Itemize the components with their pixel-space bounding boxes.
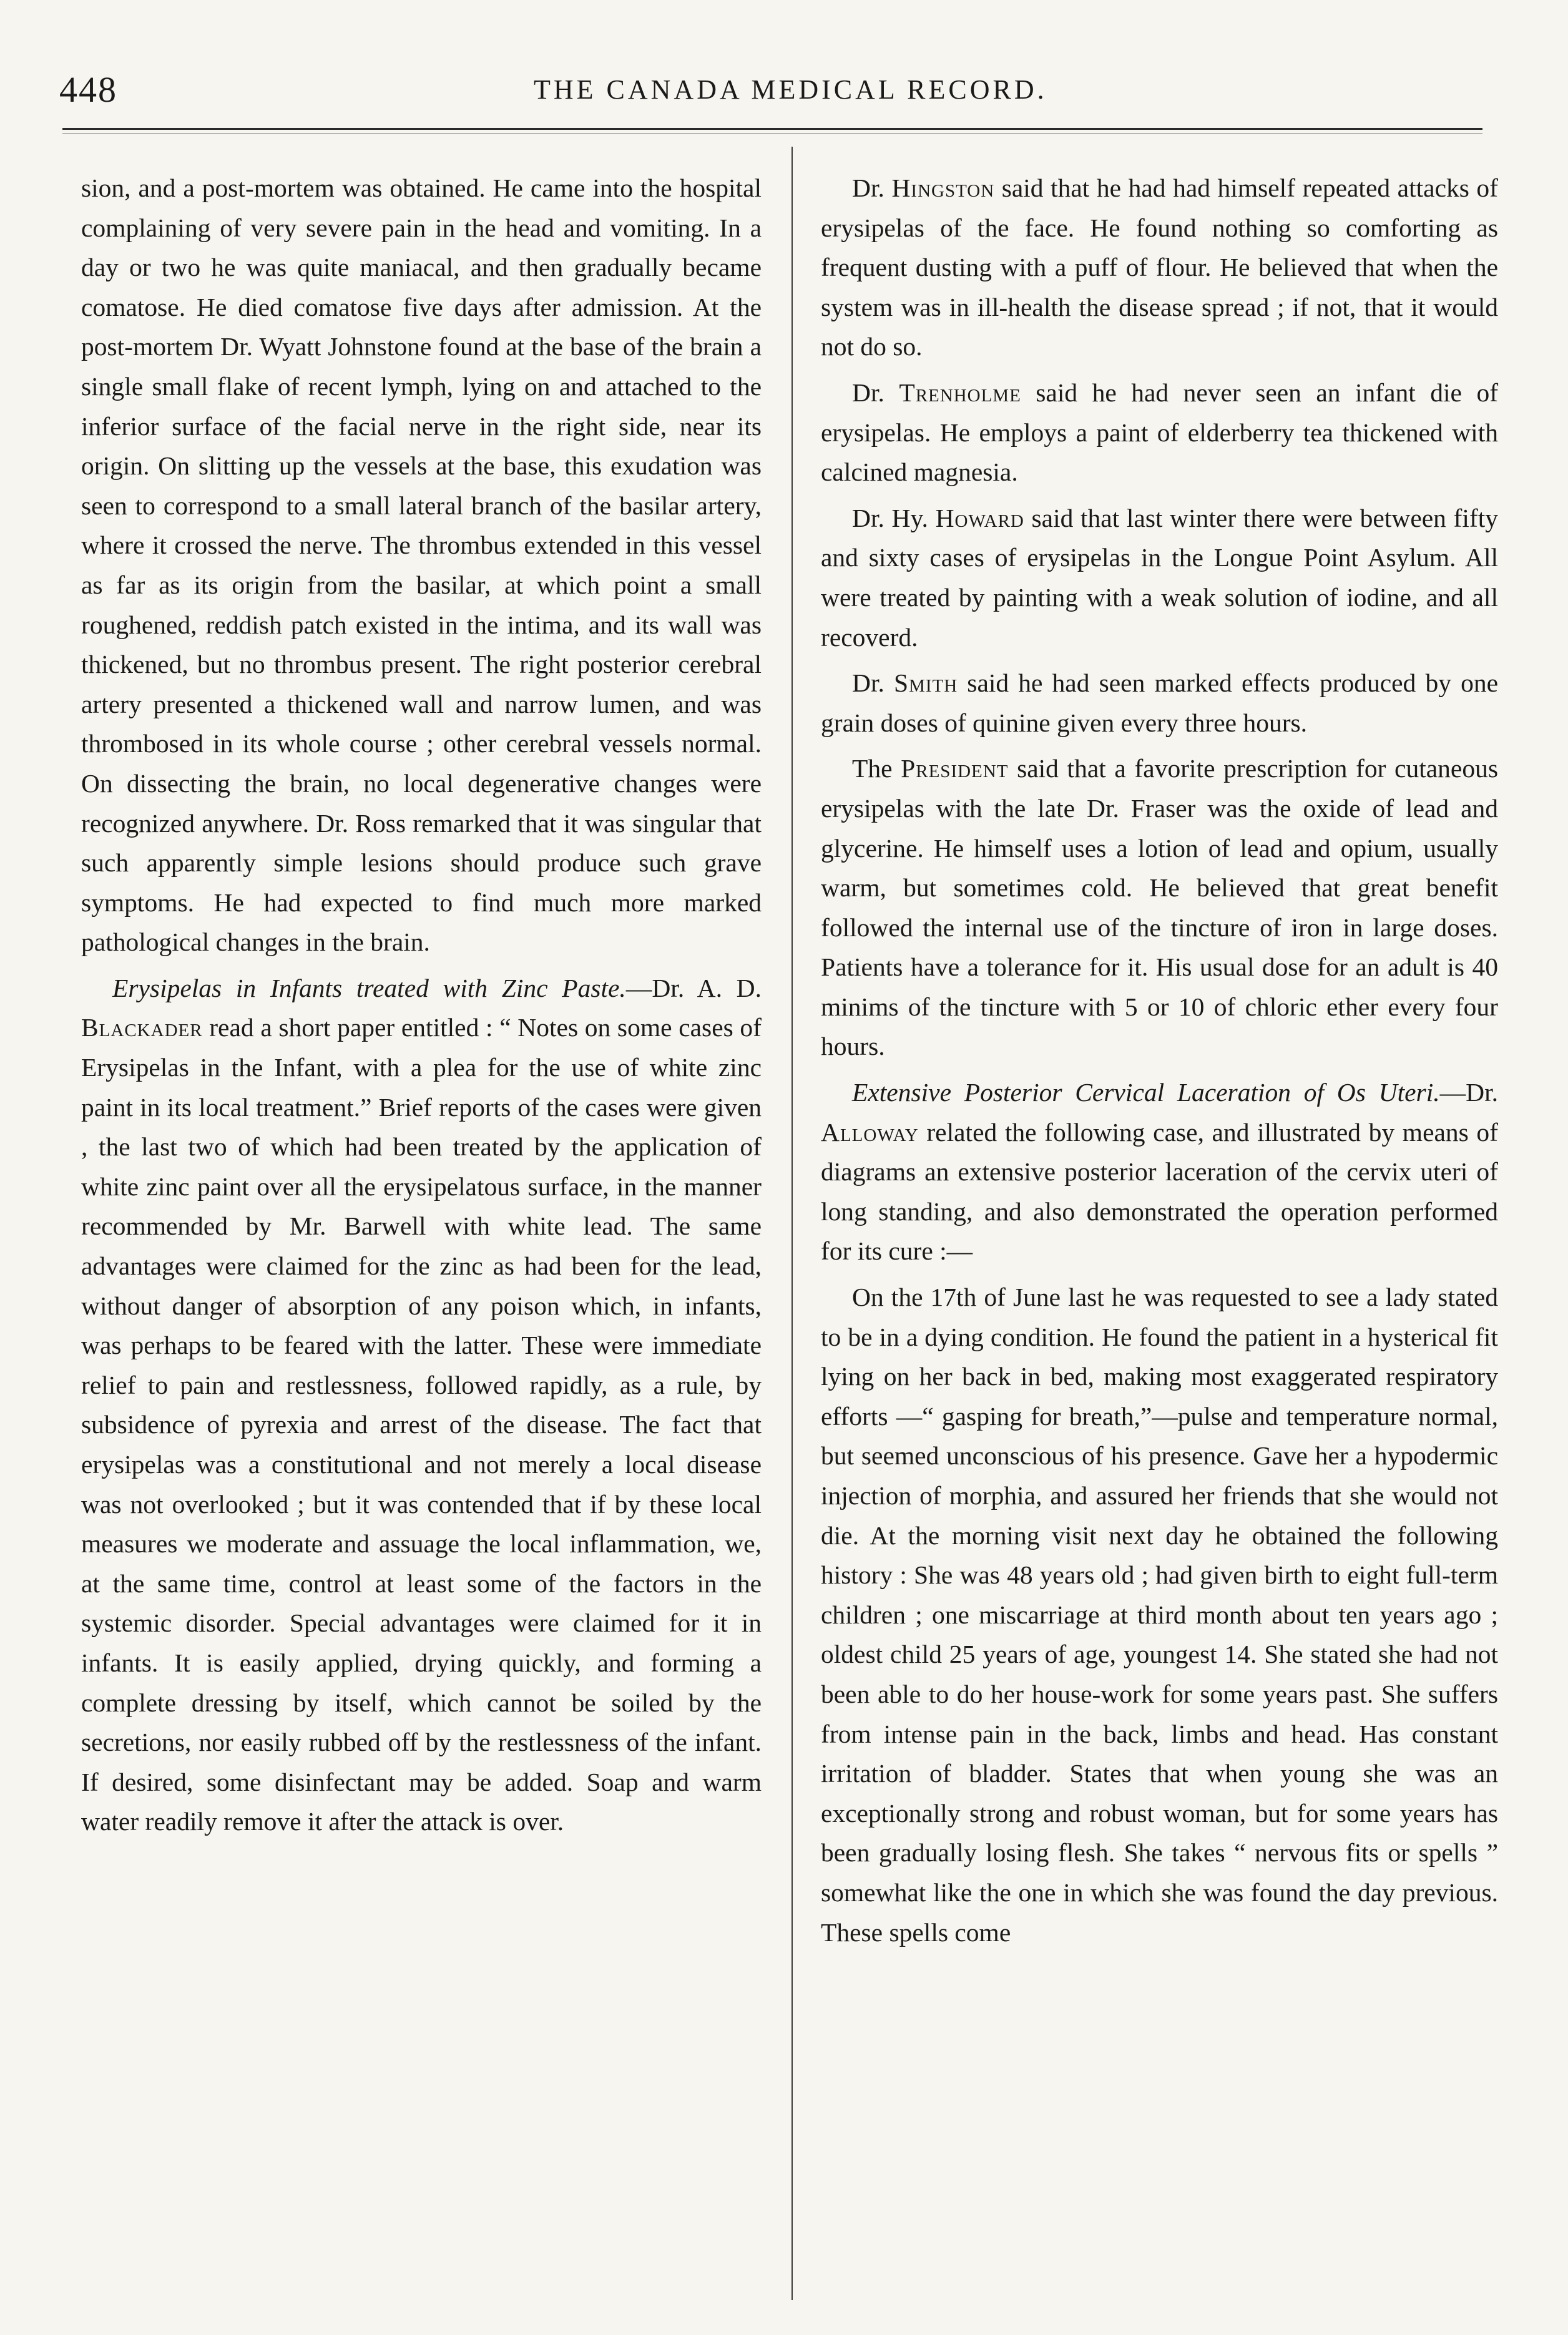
text-run: said that last winter there were between fifty and sixty cases of erysipelas in the Longue Point Asylum. All were treated by painting with a weak solution of iodine, and all recoverd. [821,503,1498,652]
running-head: THE CANADA MEDICAL RECORD. [534,74,1047,105]
header-rule [62,128,1482,134]
text-run: The [852,754,901,783]
speaker-name: Alloway [821,1117,919,1147]
speaker-name: Howard [935,503,1024,532]
president-paragraph [821,749,1498,1067]
page-header [59,69,1476,119]
howard-paragraph [821,499,1498,657]
left-column [81,169,762,1848]
page-number: 448 [59,69,117,110]
column-divider [791,147,793,2300]
alloway-paragraph [821,1073,1498,1271]
section-title: Erysipelas in Infants treated with Zinc Paste. [112,973,626,1002]
speaker-name: Hingston [891,174,995,202]
smith-paragraph [821,663,1498,743]
speaker-name: Smith [894,668,958,698]
speaker-name: President [901,754,1009,783]
text-run: Dr. [852,668,894,698]
text-run: related the following case, and illustrated by means of diagrams an extensive posterior laceration of the cervix uteri of long standing, and also demonstrated the operation performed for its cure :— [821,1117,1498,1266]
case-history-paragraph: On the 17th of June last he was requested to see a lady stated to be in a dying condition. He found the patient in a hysterical fit lying on her back in bed, making most exaggerated respiratory efforts —“ gasping for breath,”—pulse and temperature normal, but seemed unconscious of his presence. Gave her a hypodermic injection of morphia, and assured her friends that she would not die. At the morning visit next day he obtained the following history : She was 48 years old ; had given birth to eight full-term children ; one miscarriage at third month about ten years ago ; oldest child 25 years of age, youngest 14. She stated she had not been able to do her house-work for some years past. She suffers from intense pain in the back, limbs and head. Has constant irritation of bladder. States that when young she was an exceptionally strong and robust woman, but for some years has been gradually losing flesh. She takes “ nervous fits or spells ” somewhat like the one in which she was found the day previous. These spells come [821,1283,1498,1947]
hingston-paragraph [821,169,1498,367]
text-run: Dr. [852,378,899,407]
right-column [821,169,1498,1959]
section-title: Extensive Posterior Cervical Laceration of Os Uteri. [852,1078,1440,1107]
blackader-paper-paragraph [81,969,762,1842]
text-run: said he had seen marked effects produced by one grain doses of quinine given every three hours. [821,668,1499,737]
text-run: said that he had had himself repeated attacks of erysipelas of the face. He found nothing so comforting as frequent dusting with a puff of flour. He believed that when the system was in ill-health the disease spread ; if not, that it would not do so. [821,174,1499,361]
text-run: —Dr. [1439,1078,1498,1107]
trenholme-paragraph [821,373,1498,492]
text-run: read a short paper entitled : “ Notes on some cases of Erysipelas in the Infant, with a plea for the use of white zinc paint in its local treatment.” Brief reports of the cases were given , the last two of which had been treated by the application of white zinc paint over all the erysipelatous surface, in the manner recommended by Mr. Barwell with white lead. The same advantages were claimed for the zinc as had been for the lead, without danger of absorption of any poison which, in infants, was perhaps to be feared with the latter. These were immediate relief to pain and restlessness, followed rapidly, as a rule, by subsidence of pyrexia and arrest of the disease. The fact that erysipelas was a constitutional and not merely a local disease was not overlooked ; but it was contended that if by these local measures we moderate and assuage the local inflammation, we, at the same time, control at least some of the factors in the systemic disorder. Special advantages were claimed for it in infants. It is easily applied, drying quickly, and forming a complete dressing by itself, which cannot be soiled by the secretions, nor easily rubbed off by the restlessness of the infant. If desired, some disinfectant may be added. Soap and warm water readily remove it after the attack is over. [81,1013,762,1836]
text-run: said he had never seen an infant die of erysipelas. He employs a paint of elderberry tea thickened with calcined magnesia. [821,378,1499,487]
continued-paragraph: sion, and a post-mortem was obtained. He came into the hospital complaining of very severe pain in the head and vomiting. In a day or two he was quite maniacal, and then gradually became comatose. He died comatose five days after admission. At the post-mortem Dr. Wyatt Johnstone found at the base of the brain a single small flake of recent lymph, lying on and attached to the inferior surface of the facial nerve in the right side, near its origin. On slitting up the vessels at the base, this exudation was seen to correspond to a small lateral branch of the basilar artery, where it crossed the nerve. The thrombus extended in this vessel as far as its origin from the basilar, at which point a small roughened, reddish patch existed in the intima, and its wall was thickened, but no thrombus present. The right posterior cerebral artery presented a thickened wall and narrow lumen, and was thrombosed in its whole course ; other cerebral vessels normal. On dissecting the brain, no local degenerative changes were recognized anywhere. Dr. Ross remarked that it was singular that such apparently simple lesions should produce such grave symptoms. He had expected to find much more marked pathological changes in the brain. [81,174,762,957]
text-run: Dr. Hy. [852,503,936,532]
text-run: —Dr. A. D. [625,973,762,1002]
text-run: Dr. [852,174,892,202]
speaker-name: Trenholme [899,378,1021,407]
speaker-name: Blackader [81,1013,203,1042]
text-run: said that a favorite prescription for cutaneous erysipelas with the late Dr. Fraser was the oxide of lead and glycerine. He himself uses a lotion of lead and opium, usually warm, but sometimes cold. He believed that great benefit followed the internal use of the tincture of iron in large doses. Patients have a tolerance for it. His usual dose for an adult is 40 minims of the tincture with 5 or 10 of chloric ether every four hours. [821,754,1498,1061]
